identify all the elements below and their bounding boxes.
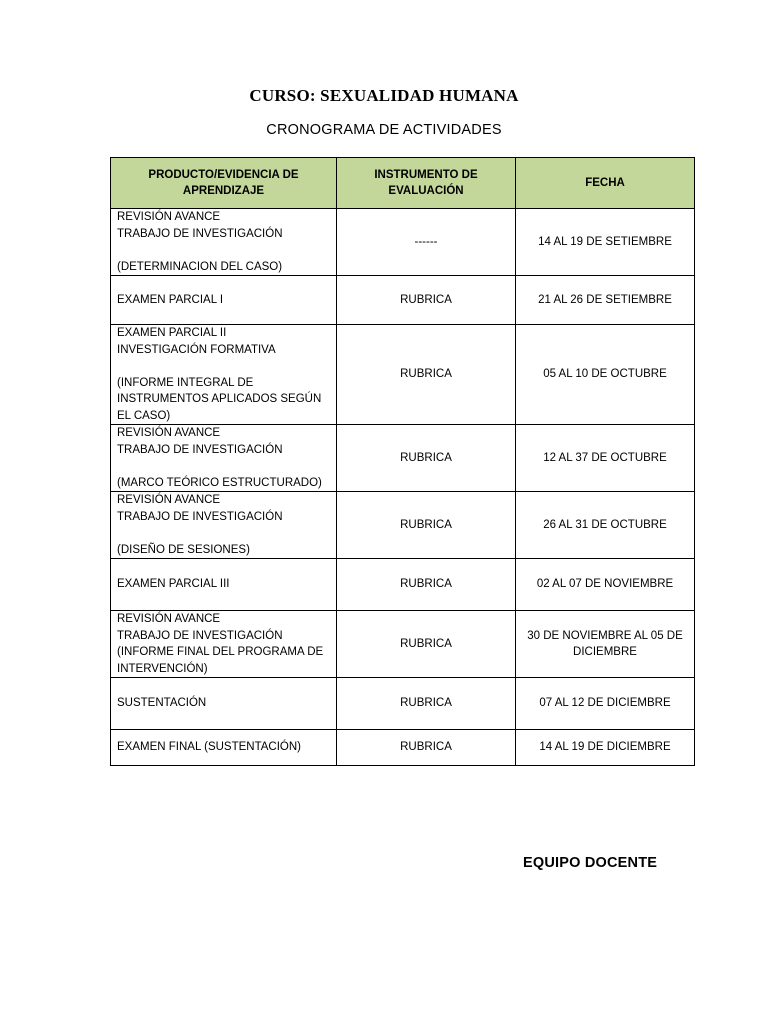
cell-instrument: RUBRICA — [337, 559, 516, 611]
table-row — [111, 325, 695, 425]
cell-date: 14 AL 19 DE DICIEMBRE — [516, 730, 695, 766]
product-line — [117, 358, 330, 375]
product-line — [117, 525, 330, 542]
cell-date: 21 AL 26 DE SETIEMBRE — [516, 276, 695, 325]
cell-product — [111, 425, 337, 492]
table-row — [111, 611, 695, 678]
product-line: TRABAJO DE INVESTIGACIÓN — [117, 443, 283, 456]
product-line: TRABAJO DE INVESTIGACIÓN — [117, 227, 283, 240]
product-line: EXAMEN PARCIAL I — [117, 293, 224, 306]
cell-instrument: RUBRICA — [337, 611, 516, 678]
cell-product — [111, 730, 337, 766]
cell-date: 05 AL 10 DE OCTUBRE — [516, 325, 695, 425]
activity-schedule-table — [110, 157, 695, 766]
cell-instrument: RUBRICA — [337, 276, 516, 325]
product-line — [117, 242, 330, 259]
course-title: CURSO: SEXUALIDAD HUMANA — [249, 86, 519, 105]
product-line: (INFORME INTEGRAL DE INSTRUMENTOS APLICADOS SEGÚN EL CASO) — [117, 376, 325, 422]
teaching-team-label: EQUIPO DOCENTE — [523, 855, 658, 871]
table-row — [111, 730, 695, 766]
product-line: TRABAJO DE INVESTIGACIÓN — [117, 510, 283, 523]
document-subtitle: CRONOGRAMA DE ACTIVIDADES — [266, 122, 502, 138]
product-line: EXAMEN PARCIAL II — [117, 327, 227, 339]
cell-date: 12 AL 37 DE OCTUBRE — [516, 425, 695, 492]
cell-product — [111, 492, 337, 559]
table-row — [111, 425, 695, 492]
cell-date: 07 AL 12 DE DICIEMBRE — [516, 678, 695, 730]
product-line: (DISEÑO DE SESIONES) — [117, 543, 250, 556]
cell-product — [111, 678, 337, 730]
product-line: REVISIÓN AVANCE — [117, 613, 221, 625]
table-row — [111, 209, 695, 276]
cell-date: 26 AL 31 DE OCTUBRE — [516, 492, 695, 559]
cell-product — [111, 276, 337, 325]
product-line: (MARCO TEÓRICO ESTRUCTURADO) — [117, 476, 322, 489]
header-instrument: INSTRUMENTO DE EVALUACIÓN — [337, 158, 516, 209]
table-row — [111, 276, 695, 325]
product-line: EXAMEN FINAL (SUSTENTACIÓN) — [117, 741, 302, 754]
table-row — [111, 678, 695, 730]
cell-instrument: RUBRICA — [337, 492, 516, 559]
cell-instrument: RUBRICA — [337, 425, 516, 492]
product-line: REVISIÓN AVANCE — [117, 427, 221, 439]
header-date: FECHA — [516, 158, 695, 209]
product-line: REVISIÓN AVANCE — [117, 211, 221, 223]
cell-date: 30 DE NOVIEMBRE AL 05 DE DICIEMBRE — [516, 611, 695, 678]
table-body — [111, 209, 695, 766]
table-row — [111, 559, 695, 611]
table-header-row — [111, 158, 695, 209]
cell-product — [111, 209, 337, 276]
cell-product — [111, 611, 337, 678]
table-row — [111, 492, 695, 559]
cell-instrument: RUBRICA — [337, 325, 516, 425]
product-line: (DETERMINACION DEL CASO) — [117, 260, 283, 273]
product-line: TRABAJO DE INVESTIGACIÓN — [117, 629, 283, 642]
cell-instrument: ------ — [337, 209, 516, 276]
cell-date: 14 AL 19 DE SETIEMBRE — [516, 209, 695, 276]
cell-instrument: RUBRICA — [337, 730, 516, 766]
cell-product — [111, 559, 337, 611]
product-line: INVESTIGACIÓN FORMATIVA — [117, 343, 276, 356]
product-line: REVISIÓN AVANCE — [117, 494, 221, 506]
product-line: EXAMEN PARCIAL III — [117, 578, 230, 591]
product-line: SUSTENTACIÓN — [117, 697, 207, 710]
product-line — [117, 458, 330, 475]
cell-date: 02 AL 07 DE NOVIEMBRE — [516, 559, 695, 611]
product-line: (INFORME FINAL DEL PROGRAMA DE INTERVENCIÓN) — [117, 646, 327, 675]
cell-instrument: RUBRICA — [337, 678, 516, 730]
header-product: PRODUCTO/EVIDENCIA DE APRENDIZAJE — [111, 158, 337, 209]
cell-product — [111, 325, 337, 425]
